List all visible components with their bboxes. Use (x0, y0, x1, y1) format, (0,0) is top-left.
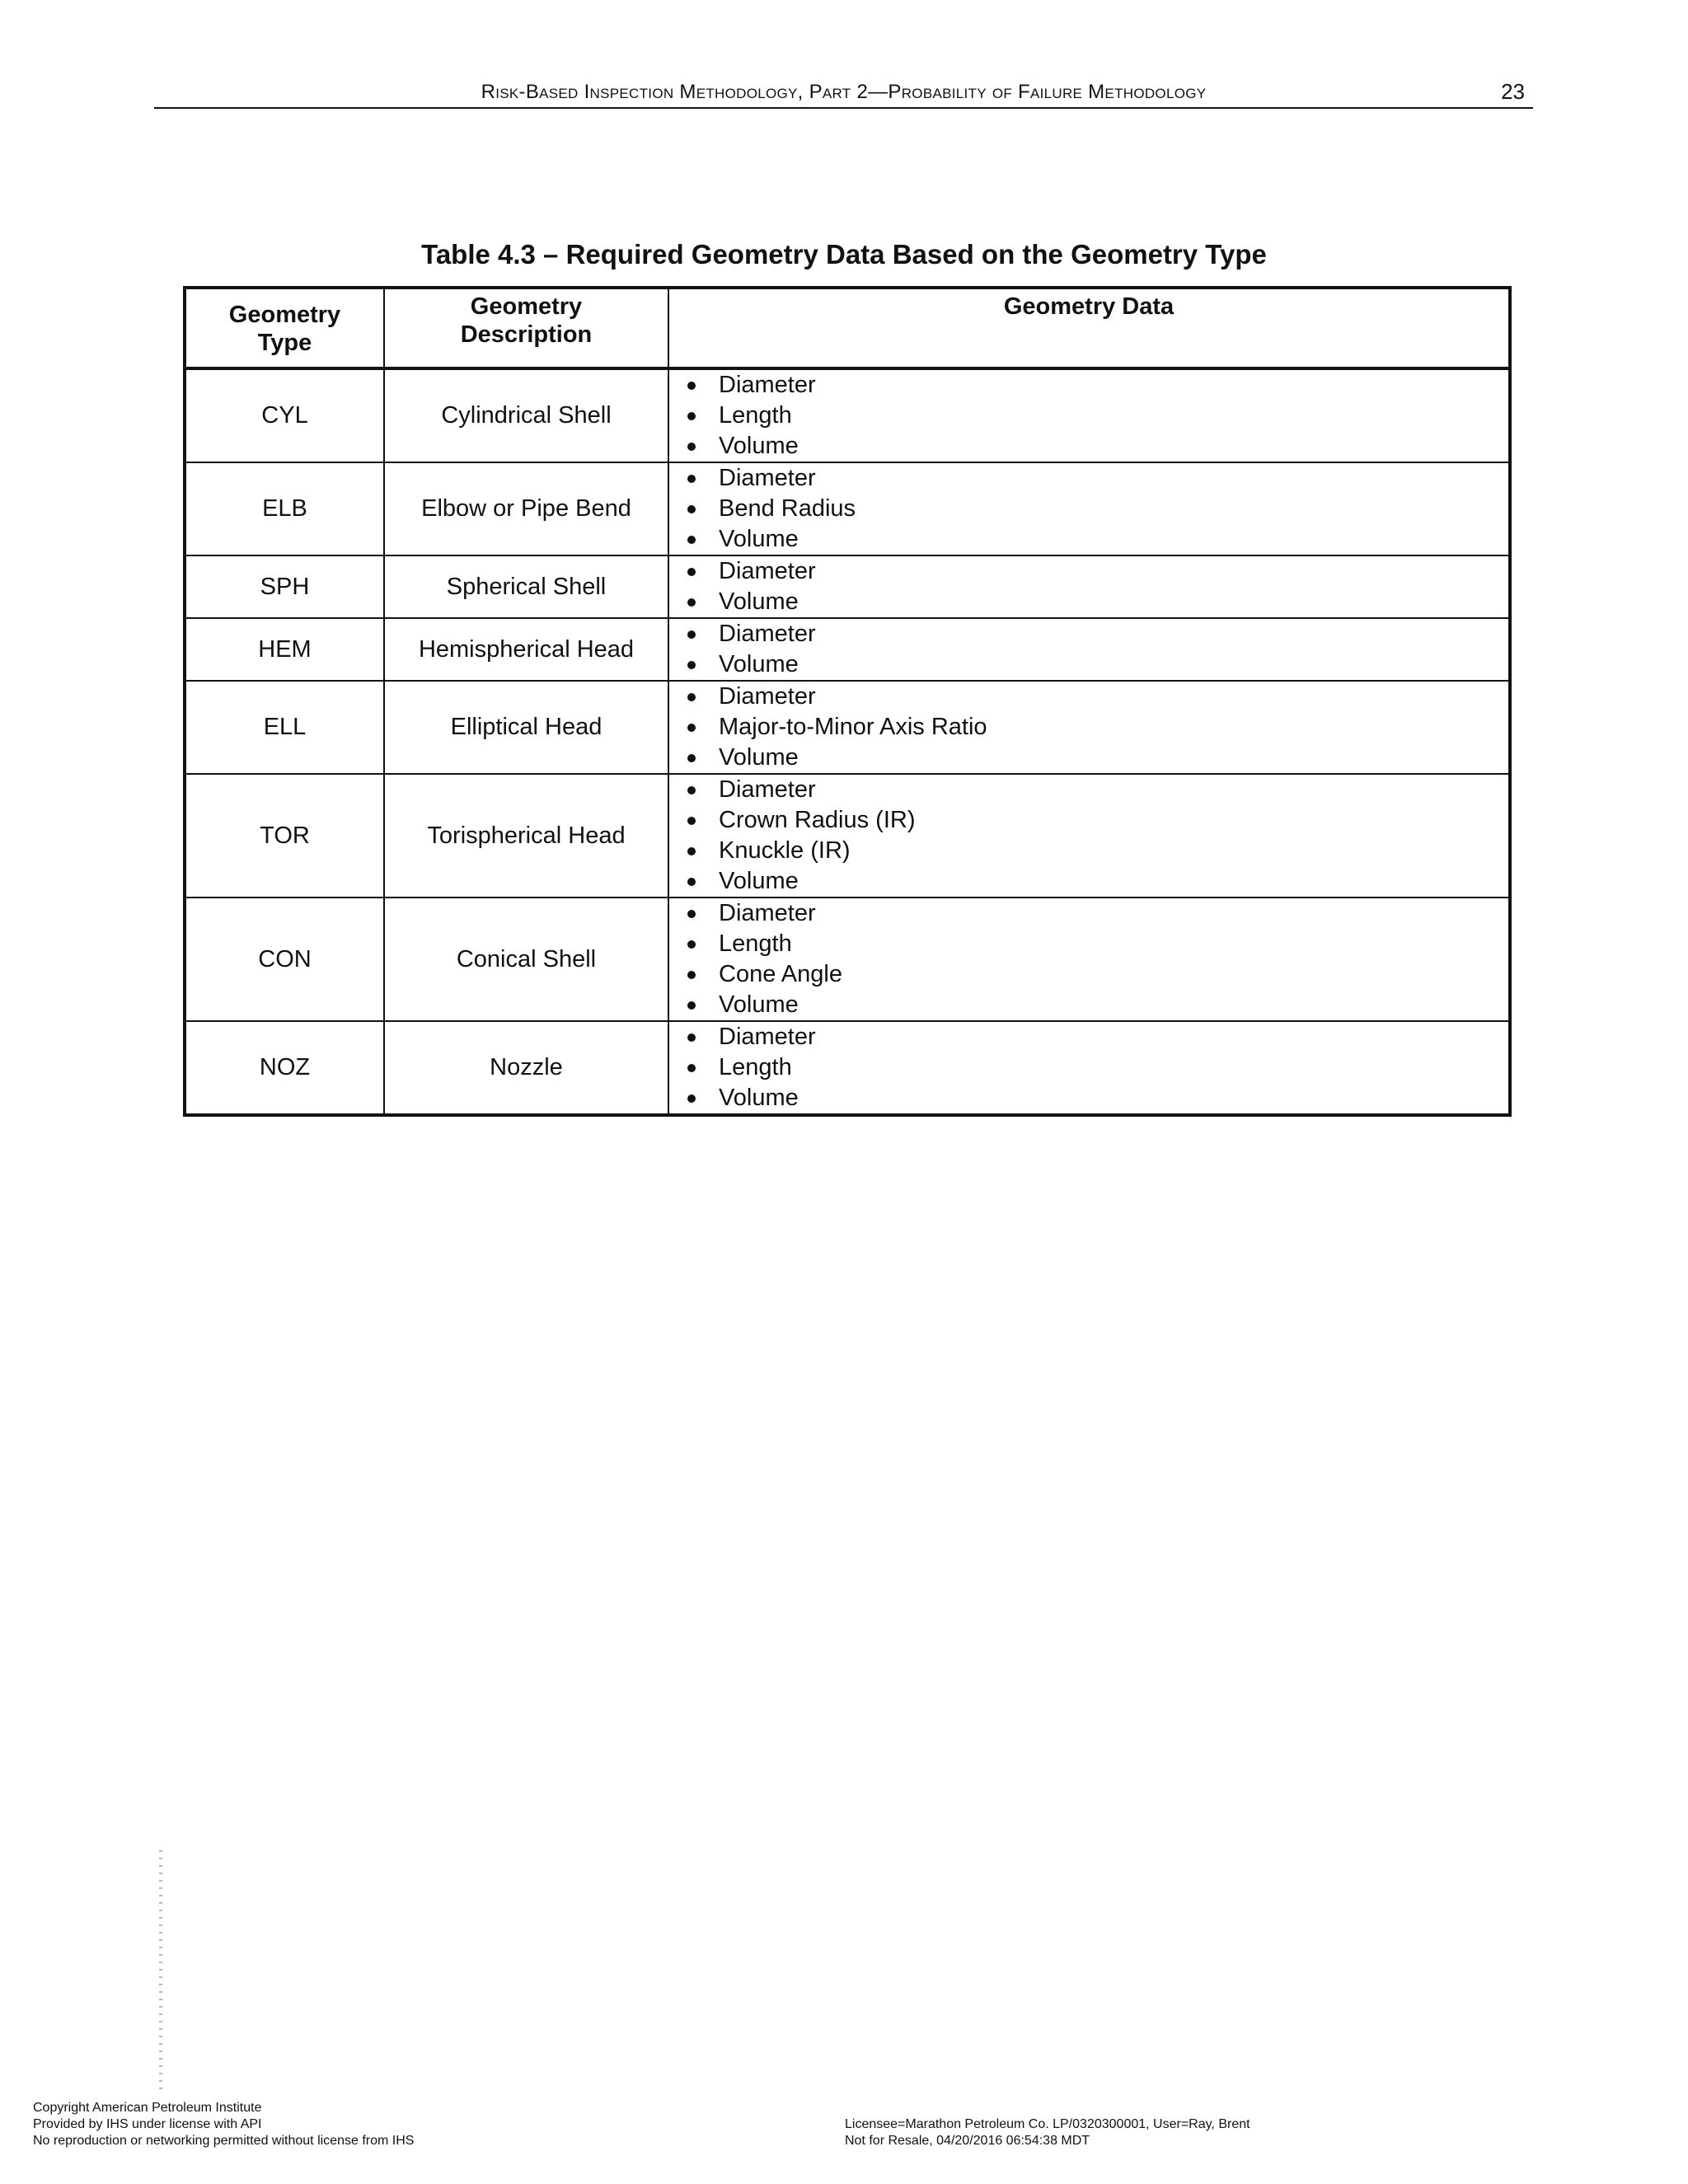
column-header-geometry-type: Geometry Type (185, 288, 384, 368)
geometry-data-cell (668, 681, 1510, 774)
geometry-data-cell (668, 462, 1510, 555)
geometry-data-item: Volume (682, 866, 1508, 897)
geometry-type-cell: CON (185, 898, 384, 1021)
geometry-data-item: Diameter (682, 775, 1508, 805)
geometry-type-cell: SPH (185, 555, 384, 618)
column-header-geometry-description: Geometry Description (384, 288, 668, 368)
table-caption: Table 4.3 – Required Geometry Data Based on the Geometry Type (421, 239, 1267, 269)
geometry-data-item: Diameter (682, 898, 1508, 929)
geometry-type-cell: NOZ (185, 1021, 384, 1115)
geometry-data-item: Cone Angle (682, 959, 1508, 990)
geometry-data-item: Bend Radius (682, 494, 1508, 524)
geometry-data-item: Length (682, 1052, 1508, 1083)
geometry-description-cell: Cylindrical Shell (384, 368, 668, 462)
geometry-description-cell: Torispherical Head (384, 774, 668, 898)
geometry-data-cell (668, 618, 1510, 681)
page-number: 23 (1501, 79, 1525, 104)
geometry-data-item: Volume (682, 587, 1508, 617)
geometry-data-list (669, 682, 1508, 773)
geometry-data-list (669, 463, 1508, 555)
geometry-data-cell (668, 1021, 1510, 1115)
geometry-data-item: Diameter (682, 1022, 1508, 1052)
geometry-data-list (669, 556, 1508, 617)
geometry-data-item: Volume (682, 990, 1508, 1020)
geometry-type-cell: ELL (185, 681, 384, 774)
table-row (185, 368, 1510, 462)
geometry-data-item: Volume (682, 431, 1508, 462)
geometry-data-list (669, 775, 1508, 897)
geometry-description-cell: Hemispherical Head (384, 618, 668, 681)
geometry-description-cell: Elbow or Pipe Bend (384, 462, 668, 555)
geometry-data-list (669, 370, 1508, 462)
margin-stamp (159, 1850, 162, 2093)
geometry-data-item: Diameter (682, 556, 1508, 587)
footer-line: No reproduction or networking permitted without license from IHS (33, 2134, 415, 2148)
geometry-data-item: Diameter (682, 682, 1508, 712)
geometry-description-cell: Conical Shell (384, 898, 668, 1021)
footer-line: Provided by IHS under license with API (33, 2117, 262, 2131)
geometry-data-cell (668, 368, 1510, 462)
footer-line: Not for Resale, 04/20/2016 06:54:38 MDT (845, 2134, 1090, 2148)
geometry-data-item: Diameter (682, 370, 1508, 401)
geometry-data-item: Crown Radius (IR) (682, 805, 1508, 836)
footer-copyright (33, 2100, 414, 2149)
table-row (185, 1021, 1510, 1115)
geometry-data-item: Diameter (682, 463, 1508, 494)
geometry-data-cell (668, 555, 1510, 618)
geometry-data-item: Volume (682, 1083, 1508, 1113)
table-row (185, 462, 1510, 555)
footer-line: Copyright American Petroleum Institute (33, 2101, 262, 2115)
geometry-data-item: Knuckle (IR) (682, 836, 1508, 866)
table-row (185, 618, 1510, 681)
footer-license (845, 2116, 1250, 2149)
geometry-type-cell: ELB (185, 462, 384, 555)
geometry-data-item: Major-to-Minor Axis Ratio (682, 712, 1508, 743)
running-title: Risk-Based Inspection Methodology, Part 2—Probability of Failure Methodology (481, 81, 1207, 103)
table-row (185, 555, 1510, 618)
geometry-data-list (669, 619, 1508, 680)
geometry-data-item: Diameter (682, 619, 1508, 649)
column-header-geometry-data: Geometry Data (668, 288, 1510, 368)
geometry-data-item: Length (682, 929, 1508, 959)
geometry-data-cell (668, 898, 1510, 1021)
geometry-type-cell: TOR (185, 774, 384, 898)
geometry-data-item: Volume (682, 524, 1508, 555)
table-row (185, 898, 1510, 1021)
geometry-data-cell (668, 774, 1510, 898)
table-row (185, 681, 1510, 774)
footer-line: Licensee=Marathon Petroleum Co. LP/0320300001, User=Ray, Brent (845, 2117, 1250, 2131)
running-header (154, 77, 1533, 109)
geometry-data-list (669, 898, 1508, 1020)
geometry-data-item: Length (682, 401, 1508, 431)
table-body (185, 368, 1510, 1115)
table-header-row (185, 288, 1510, 368)
table-row (185, 774, 1510, 898)
geometry-description-cell: Spherical Shell (384, 555, 668, 618)
geometry-type-cell: HEM (185, 618, 384, 681)
geometry-data-item: Volume (682, 743, 1508, 773)
geometry-data-item: Volume (682, 649, 1508, 680)
geometry-table (183, 286, 1512, 1117)
geometry-data-list (669, 1022, 1508, 1113)
geometry-description-cell: Elliptical Head (384, 681, 668, 774)
geometry-type-cell: CYL (185, 368, 384, 462)
geometry-description-cell: Nozzle (384, 1021, 668, 1115)
